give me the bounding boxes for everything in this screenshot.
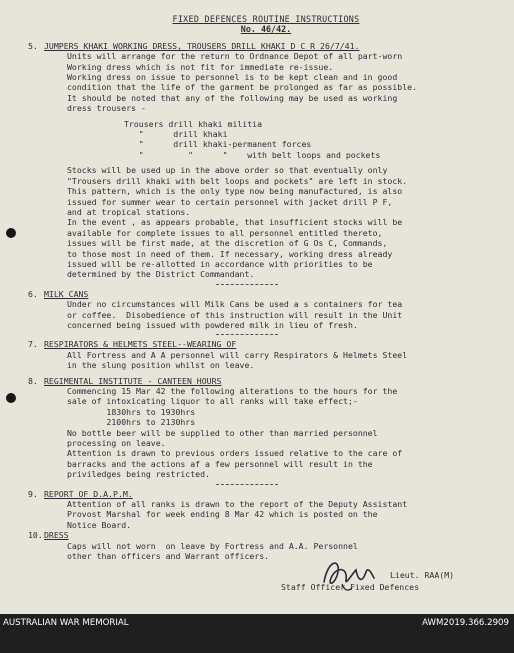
section-number: 7. bbox=[28, 339, 38, 350]
section-number: 9. bbox=[28, 488, 38, 499]
trousers-list: Trousers drill khaki militia " drill khaki " drill khaki-permanent forces " " " with belt loops and pockets bbox=[124, 118, 381, 160]
section-heading: DRESS bbox=[44, 530, 69, 541]
section-5 bbox=[28, 41, 504, 280]
footer-accession-number: AWM2019.366.2909 bbox=[422, 618, 509, 628]
section-heading: RESPIRATORS & HELMETS STEEL--WEARING OF bbox=[44, 339, 237, 350]
section-paragraph: Stocks will be used up in the above order so that eventually only "Trousers drill khaki with belt loops and pockets" are left in stock. This pattern, which is the only type now being manufactured, is also issued for summer wear to certain personnel with jacket drill P F, and at tropical stations. In the event , as appears probable, that insufficient stocks will be available for complete issues to all personnel entitled thereto, issues will be first made, at the discretion of G Os C, Commands, to those most in need of them. If necessary, working dress already issued will be re-allotted in accordance with priorities to be determined by the District Commandant. bbox=[67, 165, 408, 280]
section-number: 5. bbox=[28, 40, 38, 51]
section-heading: MILK CANS bbox=[44, 288, 89, 299]
section-paragraph: All Fortress and A A personnel will carry Respirators & Helmets Steel in the slung position whilst on leave. bbox=[67, 349, 408, 371]
section-divider bbox=[216, 284, 278, 285]
section-number: 8. bbox=[28, 375, 38, 386]
section-heading: JUMPERS KHAKI WORKING DRESS, TROUSERS DRILL KHAKI D C R 26/7/41. bbox=[44, 40, 360, 51]
section-number: 6. bbox=[28, 288, 38, 299]
signatory-rank: Lieut. RAA(M) bbox=[390, 569, 455, 580]
punch-hole bbox=[6, 393, 16, 403]
archive-footer bbox=[0, 614, 514, 653]
section-paragraph: Under no circumstances will Milk Cans be used a s containers for tea or coffee. Disobedience of this instruction will result in the Unit concerned being issued with powdered milk in lieu of fresh. bbox=[67, 299, 403, 330]
section-number: 10. bbox=[28, 530, 43, 541]
footer-institution: AUSTRALIAN WAR MEMORIAL bbox=[3, 618, 129, 628]
section-8 bbox=[28, 376, 504, 480]
section-paragraph: Attention of all ranks is drawn to the report of the Deputy Assistant Provost Marshal for week ending 8 Mar 42 which is posted on the Notice Board. bbox=[67, 499, 408, 530]
section-10 bbox=[28, 530, 504, 561]
section-9 bbox=[28, 489, 504, 531]
document-title: FIXED DEFENCES ROUTINE INSTRUCTIONS bbox=[172, 14, 360, 24]
section-divider bbox=[216, 484, 278, 485]
typed-document bbox=[28, 14, 504, 604]
section-7 bbox=[28, 339, 504, 370]
section-heading: REGIMENTAL INSTITUTE - CANTEEN HOURS bbox=[44, 375, 222, 386]
signature-block bbox=[28, 562, 504, 604]
section-paragraph: Commencing 15 Mar 42 the following alterations to the hours for the sale of intoxicating liquor to all ranks will take effect;- 1830hrs to 1930hrs 2100hrs to 2130hrs No bottle beer will be supplied to other than married personnel processing on leave. Attention is drawn to previous orders issued relative to the care of barracks and the actions af a few personnel will result in the priviledges being restricted. bbox=[67, 386, 403, 480]
section-divider bbox=[216, 334, 278, 335]
punch-hole bbox=[6, 228, 16, 238]
section-paragraph: Caps will not worn on leave by Fortress and A.A. Personnel other than officers and Warrant officers. bbox=[67, 540, 358, 562]
document-number: No. 46/42. bbox=[240, 24, 292, 35]
signatory-appointment: Staff Officer Fixed Defences bbox=[281, 581, 420, 592]
section-6 bbox=[28, 289, 504, 331]
section-paragraph: Units will arrange for the return to Ordnance Depot of all part-worn Working dress which is not fit for immediate re-issue. Working dress on issue to personnel is to be kept clean and in good condition that the life of the garment be prolonged as far as possible. It should be noted that any of the following may be used as working dress trousers - bbox=[67, 51, 417, 114]
section-heading: REPORT OF D.A.P.M. bbox=[44, 488, 133, 499]
